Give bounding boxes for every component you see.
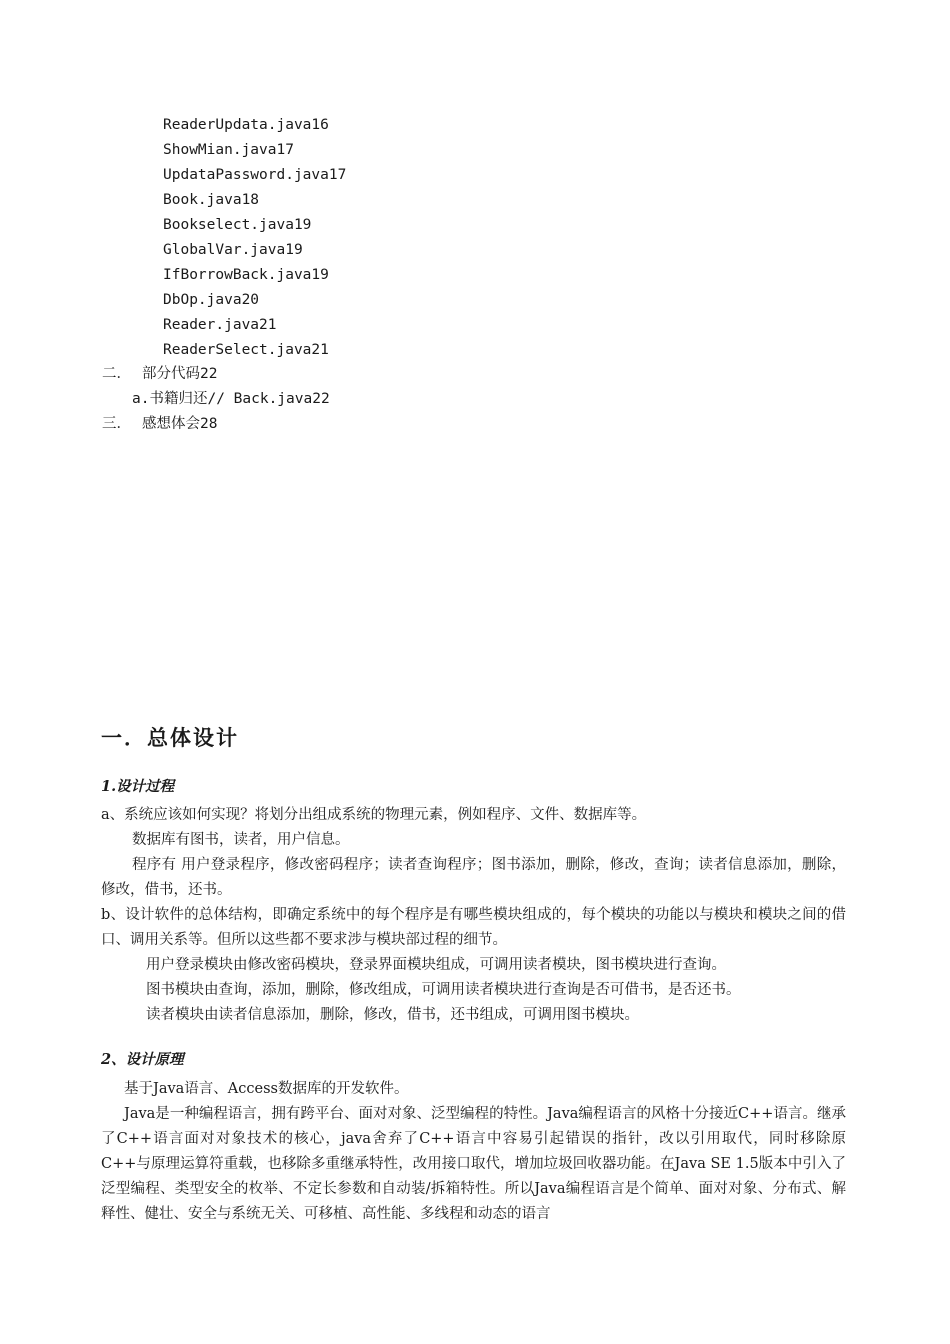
paragraph: 基于Java语言、Access数据库的开发软件。: [124, 1081, 409, 1097]
toc-entry[interactable]: ShowMian.java17: [163, 142, 294, 158]
paragraph: 数据库有图书，读者，用户信息。: [132, 832, 350, 848]
toc-entry[interactable]: GlobalVar.java19: [163, 242, 303, 258]
toc-entry-part-2[interactable]: [102, 365, 217, 383]
toc-entry[interactable]: IfBorrowBack.java19: [163, 267, 329, 283]
toc-part-title: 部分代码22: [142, 366, 218, 382]
subsection-title-design-principle: 2、设计原理: [101, 1051, 184, 1068]
paragraph: a、系统应该如何实现？将划分出组成系统的物理元素，例如程序、文件、数据库等。: [101, 807, 647, 823]
toc-entry-part-3[interactable]: [102, 415, 217, 433]
toc-entry[interactable]: UpdataPassword.java17: [163, 167, 347, 183]
toc-entry-part-2-sub[interactable]: a.书籍归还// Back.java22: [132, 391, 330, 407]
toc-entry[interactable]: Bookselect.java19: [163, 217, 312, 233]
toc-entry[interactable]: DbOp.java20: [163, 292, 260, 308]
toc-entry[interactable]: ReaderUpdata.java16: [163, 117, 329, 133]
paragraph: 程序有 用户登录程序，修改密码程序；读者查询程序；图书添加，删除，修改，查询；读者信息添加，删除，修改，借书，还书。: [101, 857, 846, 898]
subsection-title-design-process: 1.设计过程: [101, 778, 175, 795]
paragraph: 图书模块由查询，添加，删除，修改组成，可调用读者模块进行查询是否可借书，是否还书。: [146, 982, 741, 998]
toc-entry[interactable]: Book.java18: [163, 192, 260, 208]
paragraph: Java是一种编程语言，拥有跨平台、面对对象、泛型编程的特性。Java编程语言的风格十分接近C++语言。继承了C++语言面对对象技术的核心，java舍弃了C++语言中容易引起错误的指针，改以引用取代，同时移除原C++与原理运算符重载，也移除多重继承特性，改用接口取代，增加垃圾回收器功能。在Java SE 1.5版本中引入了泛型编程、类型安全的枚举、不定长参数和自动装/拆箱特性。所以Java编程语言是个简单、面对对象、分布式、解释性、健壮、安全与系统无关、可移植、高性能、多线程和动态的语言: [101, 1106, 846, 1222]
toc-part-number: 三．: [102, 416, 131, 432]
toc-entry[interactable]: Reader.java21: [163, 317, 277, 333]
paragraph: b、设计软件的总体结构，即确定系统中的每个程序是有哪些模块组成的，每个模块的功能以与模块和模块之间的借口、调用关系等。但所以这些都不要求涉与模块部过程的细节。: [101, 907, 846, 948]
toc-entry[interactable]: ReaderSelect.java21: [163, 342, 329, 358]
paragraph: 用户登录模块由修改密码模块，登录界面模块组成，可调用读者模块，图书模块进行查询。: [146, 957, 726, 973]
toc-part-number: 二．: [102, 366, 131, 382]
section-heading: 一．总体设计: [101, 726, 239, 750]
paragraph: 读者模块由读者信息添加，删除，修改，借书，还书组成，可调用图书模块。: [146, 1007, 639, 1023]
toc-part-title: 感想体会28: [142, 416, 218, 432]
